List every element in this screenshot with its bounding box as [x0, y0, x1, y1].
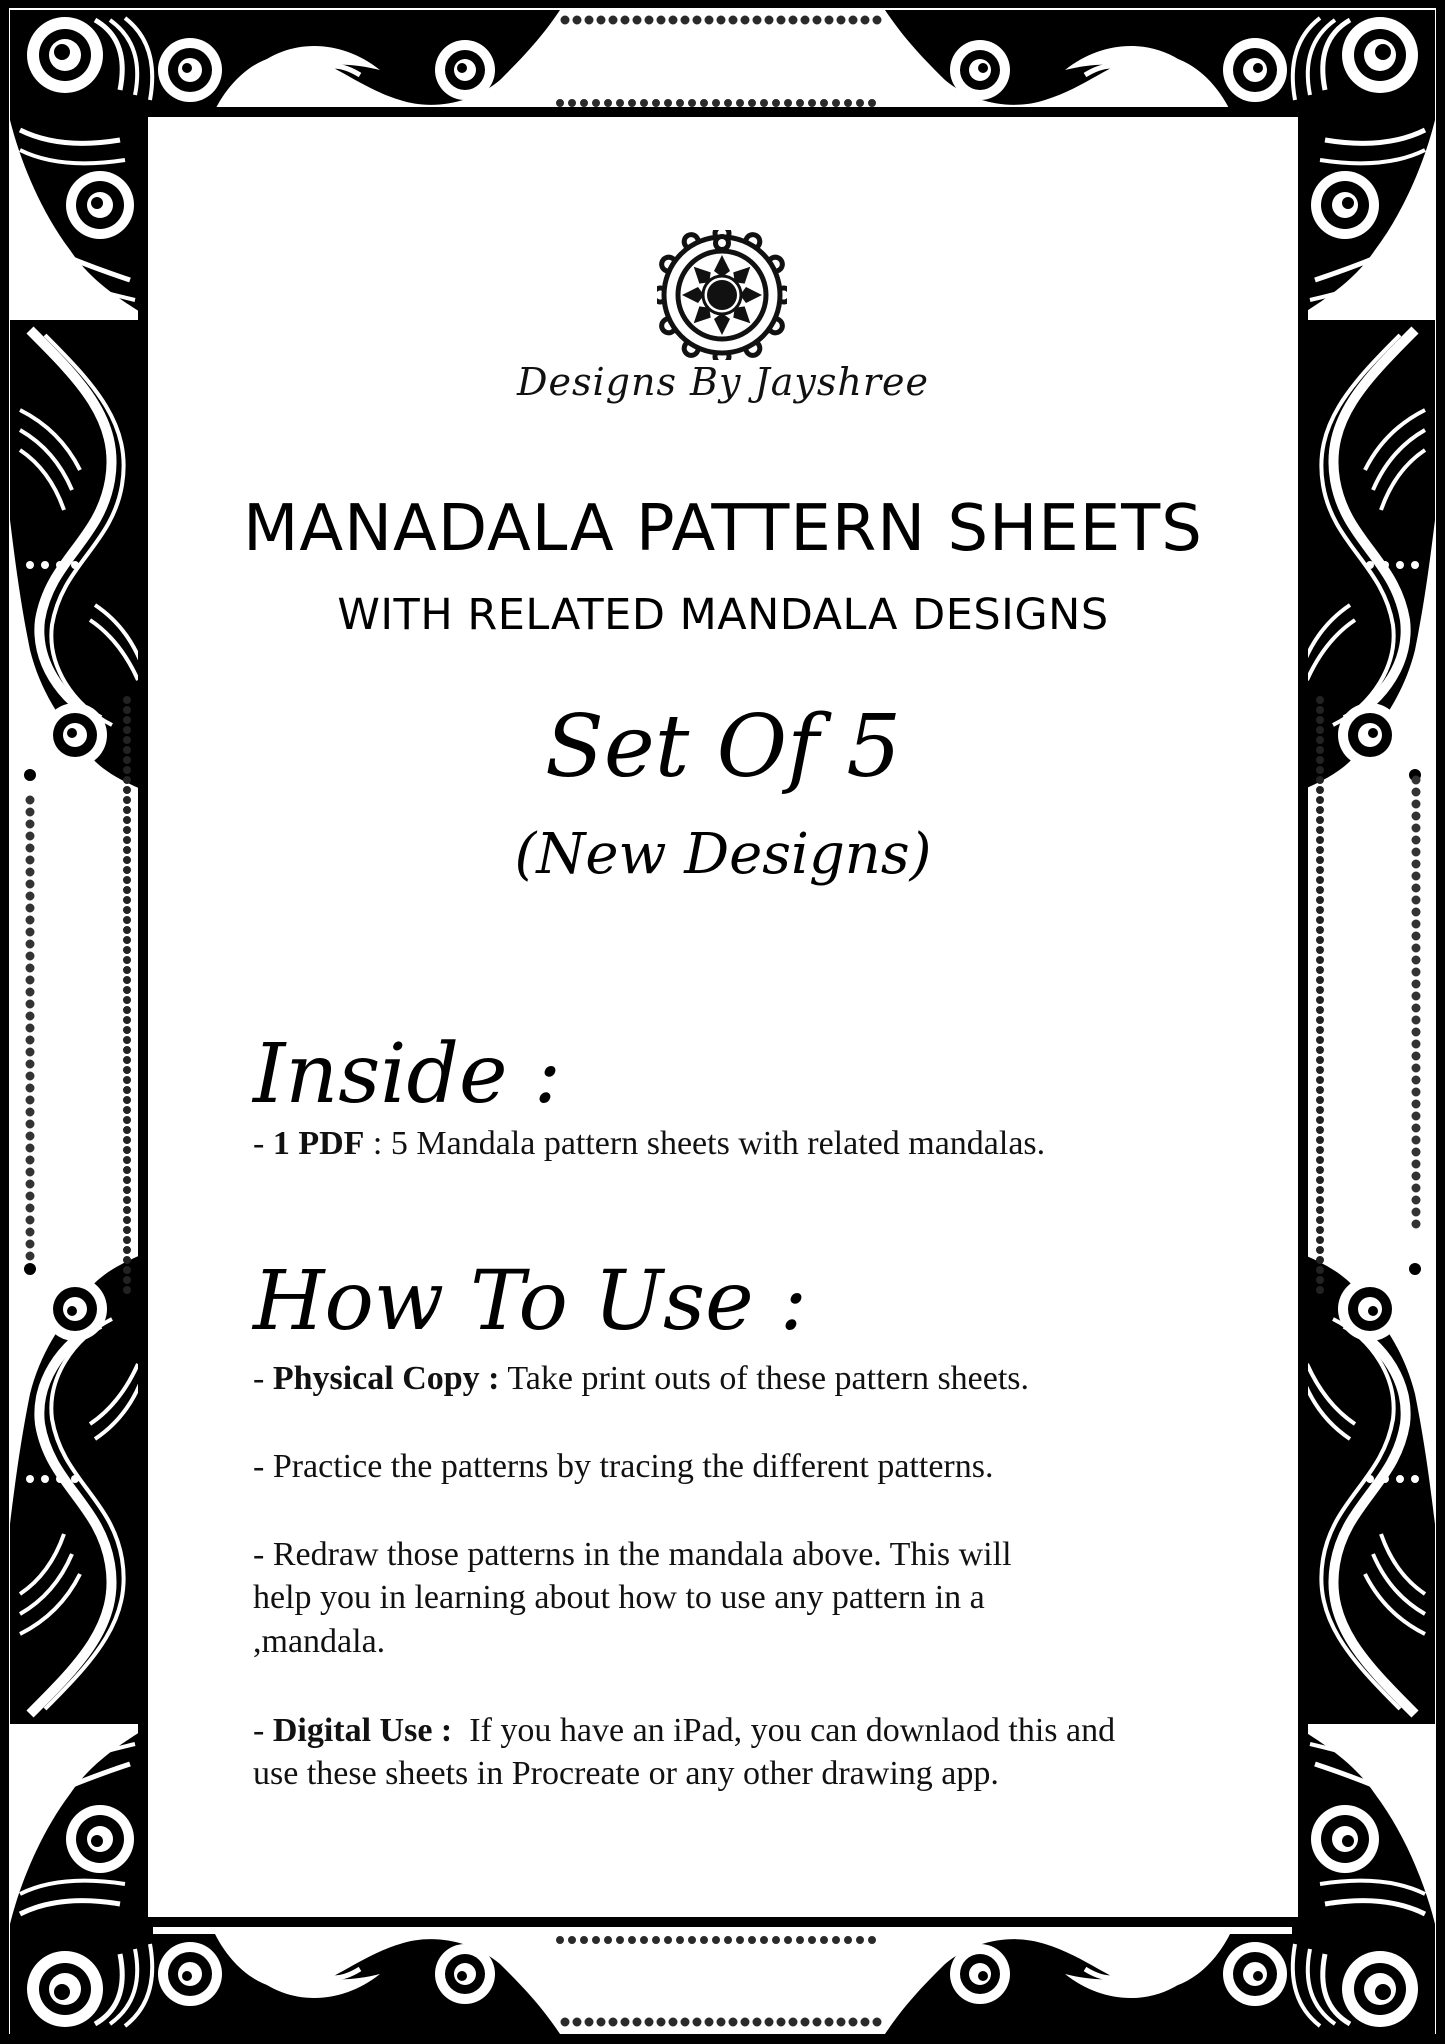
bullet-prefix: - [253, 1360, 273, 1397]
item-label: Physical Copy : [272, 1360, 500, 1397]
bullet-prefix: - [253, 1125, 273, 1162]
item-separator: : [364, 1125, 391, 1162]
set-label: Set Of 5 [544, 697, 902, 797]
item-text: Take print outs of these pattern sheets. [499, 1360, 1030, 1397]
digital-use-item [253, 1712, 1115, 1750]
inside-heading: Inside : [253, 1027, 562, 1122]
new-designs-note: (New Designs) [514, 822, 932, 887]
item-label: Digital Use : [272, 1712, 453, 1749]
mandala-logo-icon [657, 230, 787, 360]
brand-name: Designs By Jayshree [517, 360, 929, 404]
page-title: MANADALA PATTERN SHEETS [243, 492, 1203, 566]
digital-use-item-line-2: use these sheets in Procreate or any other drawing app. [253, 1755, 999, 1792]
inside-item [253, 1125, 1045, 1163]
how-to-use-heading: How To Use : [253, 1254, 808, 1349]
practice-item: - Practice the patterns by tracing the different patterns. [253, 1448, 994, 1485]
physical-copy-item [253, 1360, 1029, 1398]
item-label: 1 PDF [272, 1125, 365, 1162]
item-text: If you have an iPad, you can downlaod this and [452, 1712, 1116, 1749]
page-subtitle: WITH RELATED MANDALA DESIGNS [337, 590, 1109, 640]
bullet-prefix: - [253, 1712, 273, 1749]
redraw-item-line-2: help you in learning about how to use any pattern in a [253, 1579, 985, 1616]
redraw-item-line-1: - Redraw those patterns in the mandala above. This will [253, 1536, 1012, 1573]
redraw-item-line-3: ,mandala. [253, 1623, 386, 1660]
item-text: 5 Mandala pattern sheets with related mandalas. [390, 1125, 1046, 1162]
page-content [153, 122, 1293, 1912]
